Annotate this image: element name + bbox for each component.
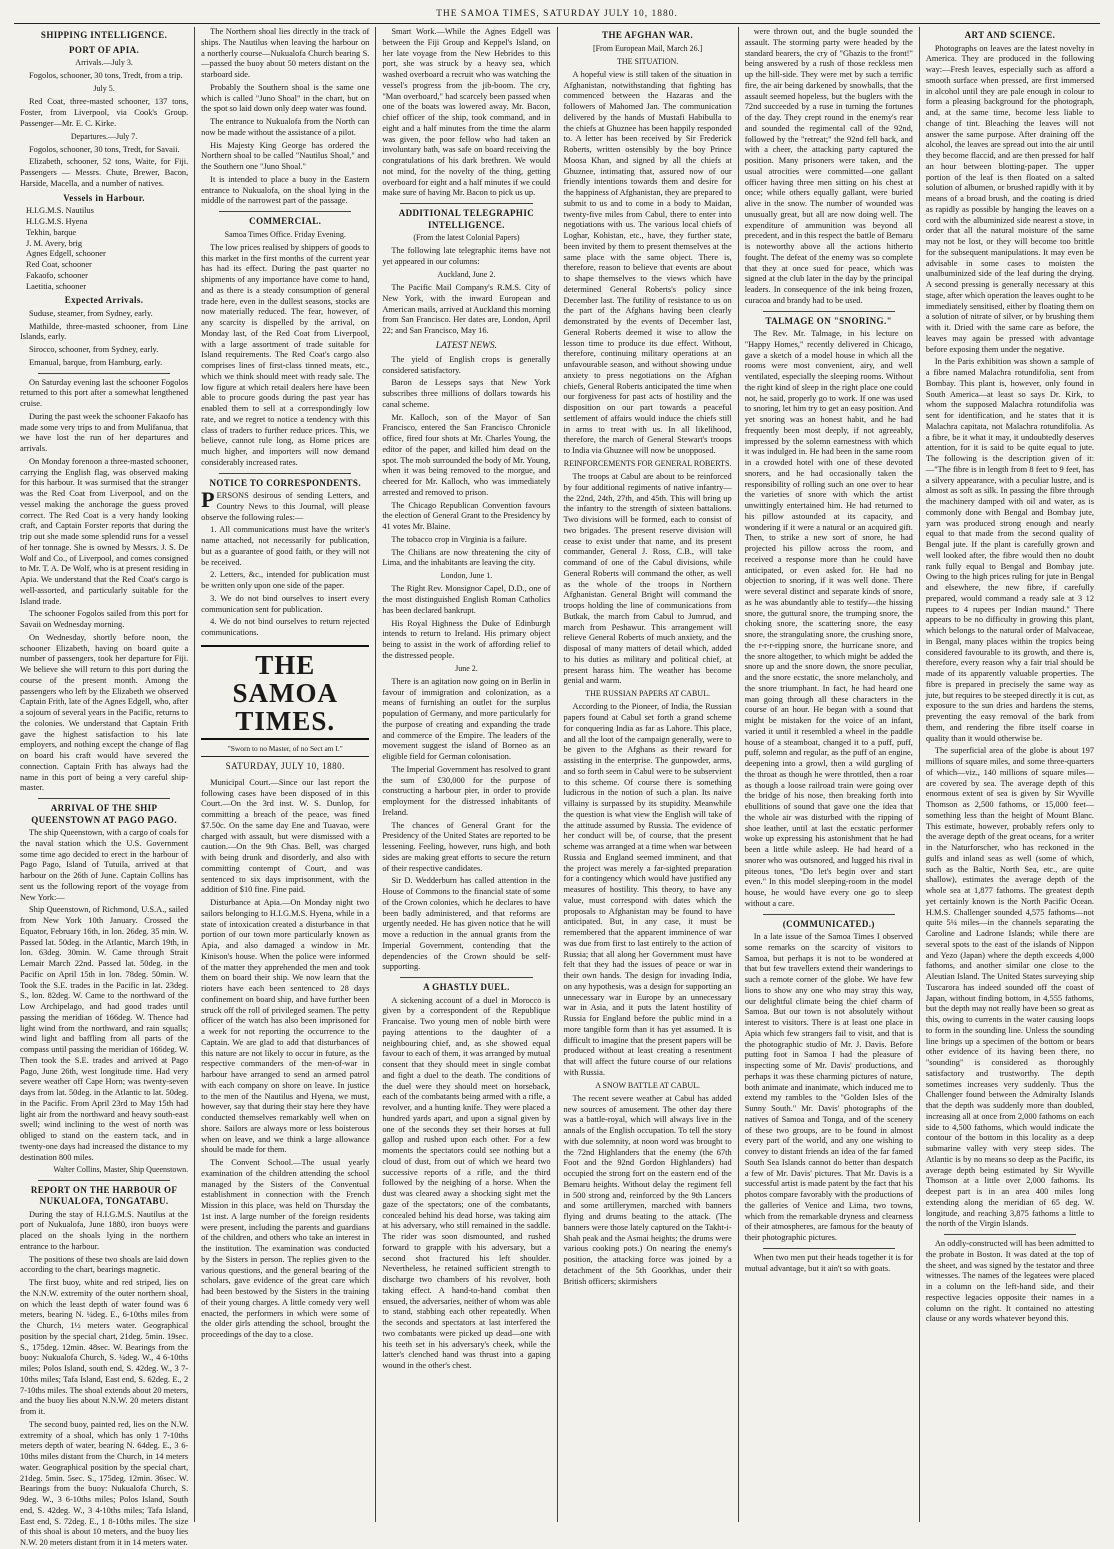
article-paragraph: On Wednesday, shortly before noon, the schooner Elizabeth, having on board quite a number of passengers, took her departure for Fiji. We believe she will return to this port during the course of the present month. Among the passengers who left by the Elizabeth we observed Captain Frith, late of the Agnes Edgell, who, after a sojourn of several years in the Pacific, returns to the colonies. We understand that Captain Frith gave the highest satisfaction to his late employers, and nothing except the change of flag on board his craft would have severed the connection. Captain Frith has always had the name in this port of being a very careful ship-master.	[20, 632, 189, 793]
section-heading: PORT OF APIA.	[69, 44, 140, 55]
italic-heading: LATEST NEWS.	[435, 340, 498, 351]
article-paragraph: His Majesty King George has ordered the Northern shoal to be called "Nautilus Shoal," and the Southern one "Juno Shoal."	[201, 140, 370, 171]
drop-cap: P	[201, 487, 215, 513]
article-paragraph: The Chilians are now threatening the city of Lima, and the inhabitants are leaving the city.	[382, 547, 551, 568]
section-heading: ART AND SCIENCE.	[964, 30, 1056, 40]
article-paragraph: The tobacco crop in Virginia is a failure.	[391, 534, 527, 544]
article-paragraph: A hopeful view is still taken of the situation in Afghanistan, notwithstanding that fighting has commenced between the Hazaras and the followers of Mahomed Jan. The communication delivered by the hands of Mustafi Habibulla to the chiefs at Ghuznee has been happily responded to. A letter has been received by Sir Frederick Roberts, written ostensibly by the boy Prince Moosa Khan, and signed by all the chiefs at Ghuznee, intimating that, assured now of our friendly intentions towards them and desire for the happiness of Afghanistan, they are prepared to submit to us and to come in a body to Maidan, twenty-five miles from Cabul, there to enter into negotiations with us. The various local chiefs of Loghar, Kohistan, etc., have, they further state, been invited by them to present themselves at the same place with the same object. There is, therefore, reason to believe that events are about to shape themselves to the views which have determined General Roberts's policy since December last. The futility of resistance to us on the part of the Afghans having been clearly demonstrated by the events of December last, General Roberts deemed it wise to allow the lesson time to produce its due effect. Without, therefore, continuing military operations at an unfavourable season, and without showing undue anxiety to press negotiations on the Afghan chiefs, General Roberts anticipated the time when our forgiveness for past acts of hostility and the disposition on our part towards a peaceful settlement of affairs would induce the chiefs still in arms to treat with us. In all likelihood, therefore, the march of General Stewart's troops to India via Ghuznee will now be unopposed.	[563, 69, 732, 456]
sub-heading: July 5.	[93, 84, 115, 94]
article-paragraph: Probably the Southern shoal is the same one which is called "Juno Shoal" in the chart, but on the spot so laid down only deep water was found.	[201, 82, 370, 114]
vessel-list-item: Laetitia, schooner	[26, 281, 86, 291]
article-paragraph: The positions of these two shoals are laid down according to the chart, bearings magnetic.	[20, 1254, 189, 1275]
article-paragraph: An oddly-constructed will has been admitted to the probate in Boston. It was dated at the top of the sheet, and was signed by the testator and three witnesses. The names of the legatees were placed in a column on the left-hand side, and their respective legacies opposite their names in a column on the right. It contained no attesting clause or any words whatever beyond this.	[925, 1239, 1095, 1324]
article-paragraph: were thrown out, and the bugle sounded the assault. The storming party were headed by the standard bearers, the cry of "Ghazis to the front!" being answered by a rush of those reckless men up the hill-side. They were met by such a terrific fire, the air being darkened by snowballs, that the assault seemed hopeless, but the buglers with the 72nd succeeded by a ruse in turning the fortunes of the day. They crept round in the enemy's rear and sounded the regimental call of the 92nd, followed by the "retreat;" the 92nd fell back, and with a cheer, the attacking party captured the position. Many prisoners were taken, and the usual atrocities were committed—one gallant officer having three men sitting on his chest at once; while others equally gallant, were buried alive in the snow. The number of wounded was unusually great, but all are now doing well. The expenditure of ammunition was beyond all precedent, and in this respect the battle of Bemaru is noteworthy above all the actions hitherto fought. The defeat of the enemy was so complete that they at once sued for peace, which was signed at the club later in the day by the principal leaders. In consequence of the ink being frozen, curacoa and brandy had to be used.	[744, 27, 913, 305]
article-paragraph: The troops at Cabul are about to be reinforced by four additional regiments of native infantry—the 22nd, 24th, 27th, and 45th. This will bring up the infantry to the strength of sixteen battalions. Two divisions will be formed, each to consist of two brigades. The present reserve division will cease to exist under that name, and its present commander, General J. Ross, C.B., will take command of one of the Cabul divisions, while General Roberts will command the other, as well as the whole of the troops in Northern Afghanistan. General Bright will command the troops holding the line of communications from Butkak, the march from Cabul to Jumrud, and march from Peshawur. This arrangement will relieve General Roberts of much anxiety, and the disposal of many matters of detail which, added to his duties as military and political chief, at present harass him. The weather has become genial and warm.	[563, 472, 732, 686]
sub-heading: REINFORCEMENTS FOR GENERAL ROBERTS.	[563, 458, 732, 468]
article-paragraph: The Imperial Government has resolved to grant the sum of £30,000 for the purpose of constructing a harbour pier, in order to provide employment for the distressed inhabitants of Ireland.	[382, 764, 551, 817]
vessel-list-item: Fakaofo, schooner	[26, 270, 88, 280]
article-paragraph: 1. All communications must have the writer's name attached, not necessarily for publication, but as a guarantee of good faith, or they will not be received.	[201, 525, 370, 567]
divider	[38, 798, 170, 799]
section-heading: SHIPPING INTELLIGENCE.	[40, 30, 168, 40]
article-paragraph: The ship Queenstown, with a cargo of coals for the naval station which the U.S. Government some time ago decided to erect in the harbour of Pago Pago, Island of Tutuila, arrived at that harbour on the 26th of June. Captain Collins has sent us the following report of the voyage from New York:—	[20, 828, 189, 902]
divider	[944, 1234, 1076, 1235]
sub-heading: (From the latest Colonial Papers)	[413, 233, 520, 243]
issue-dateline: SATURDAY, JULY 10, 1880.	[225, 761, 345, 772]
vessel-list-item: H.I.G.M.S. Nautilus	[26, 206, 94, 216]
divider	[763, 1248, 895, 1249]
article-paragraph: The second buoy, painted red, lies on the N.W. extremity of a shoal, which has only 1 7-10ths meters depth of water, bearing N. 64deg. E., 3 6-10ths miles distant from the Church, in 14 meters water. Geographical position by the special chart, 21deg. 5min. 5sec. S., 175deg. 12min. 36sec. W. Bearings from the buoy: Nukualofa Church, S. 9deg. W., 3 6-10ths miles; Polos Island, South end, S. 42deg. W., 3 4-10ths miles; Tafa Island, East end, S. 72deg. E., 1 8-10ths miles. The size of this shoal is about 10 meters, and the buoy lies N.W. 20 meters distant from it in 14 meters water.	[20, 1419, 189, 1548]
article-paragraph: Suduse, steamer, from Sydney, early.	[29, 308, 153, 318]
article-paragraph: It is intended to place a buoy in the Eastern entrance to Nukualofa, on the shoal lying in the middle of the narrowest part of the passage.	[201, 174, 370, 206]
notice-intro-text: ERSONS desirous of sending Letters, and Country News to this Journal, will please observe the following rules:—	[201, 491, 370, 522]
divider	[219, 473, 351, 474]
article-paragraph: Ship Queenstown, of Richmond, U.S.A., sailed from New York 10th January. Crossed the Equator, February 16th, in lon. 26deg. 35 min. W. Passed lat. 50deg. in the Atlantic, March 19th, in lon. 63deg. 30min. W. Came through Strait Lemair March 22nd. Passed lat. 50deg. in the Pacific on April 15th in lon. 78deg. 50min. W. Took the S.E. trades in the Pacific in lat. 23deg. S., lon. 82deg. W. Came to the northward of the Low Archipelago, and had good trades until passing the meridian of 166deg. W. Thence had light wind from the northward, and rain squalls; wind light and baffling from all parts of the compass until passing the meridian of 166deg. W. Then took the S.E. trades and arrived at Pago Pago, June 26th, west longitude time. Had very severe weather off Cape Horn; was twenty-seven days from lat. 50deg. in the Atlantic to lat. 50deg. in the Pacific. From April 23rd to May 15th had light air from the northward and heavy south-east swell; wind inclining to the west of north was obliged to stand on the eastern tack, and in twenty-one days had increased the distance to my destination 800 miles.	[20, 905, 189, 1162]
article-paragraph: The yield of English crops is generally considered satisfactory.	[382, 354, 551, 375]
sub-heading: THE RUSSIAN PAPERS AT CABUL.	[585, 689, 710, 699]
article-paragraph: 2. Letters, &c., intended for publication must be written only upon one side of the paper.	[201, 570, 370, 591]
column-3	[376, 27, 557, 1522]
sub-heading: THE SITUATION.	[616, 56, 679, 66]
article-paragraph: The Chicago Republican Convention favours the election of General Grant to the Presidency by 41 votes Mr. Blaine.	[382, 500, 551, 532]
article-paragraph: Elizabeth, schooner, 52 tons, Waite, for Fiji. Passengers — Messrs. Chute, Brewer, Bacon, Harside, Macella, and a number of natives.	[20, 157, 189, 188]
vessel-list	[26, 206, 188, 292]
article-paragraph: The Convent School.—The usual yearly examination of the children attending the school managed by the Sisters of the Conventual establishment in connection with the French Mission in this place, was held on Thursday the 1st inst. A large number of the foreign residents were present, including the parents and guardians of the children, and others who take an interest in the institution. The examination was conducted by the Sisters in person. The replies given to the various questions, and the general bearing of the scholars, gave evidence of the great care which had been bestowed by the Sisters in the training of their young charges. A little comedy very well enacted, the performers in which were some of the older girls attending the school, brought the proceedings of the day to a close.	[201, 1158, 370, 1340]
sub-heading: Auckland, June 2.	[437, 269, 496, 279]
article-paragraph: Baron de Lesseps says that New York subscribes three millions of dollars towards his canal scheme.	[382, 378, 551, 409]
sub-heading: London, June 1.	[440, 571, 493, 581]
divider	[400, 977, 532, 978]
column-1	[14, 27, 195, 1548]
column-6	[920, 27, 1100, 1522]
divider	[400, 203, 532, 204]
article-paragraph: Fogolos, schooner, 30 tons, Tredt, for Savaii.	[29, 144, 180, 154]
divider	[38, 1180, 170, 1181]
article-paragraph: On Saturday evening last the schooner Fogolos returned to this port after a somewhat lengthened cruise.	[20, 377, 189, 409]
article-paragraph: His Royal Highness the Duke of Edinburgh intends to return to Ireland. His primary object being to assist in the work of affording relief to the distressed people.	[382, 618, 551, 660]
newspaper-nameplate: THE SAMOA TIMES.	[201, 645, 369, 740]
divider	[763, 311, 895, 312]
vessel-list-item: H.I.G.M.S. Hyena	[26, 217, 88, 226]
section-heading: ARRIVAL OF THE SHIP QUEENSTOWN AT PAGO PAGO.	[31, 803, 177, 825]
article-paragraph: During the past week the schooner Fakaofo has made some very trips to and from Mulifanua, that we have lost the run of her departures and arrivals.	[20, 411, 189, 454]
article-paragraph: Sir D. Wedderburn has called attention in the House of Commons to the financial state of some of the Crown colonies, which he declares to have been badly administered, and that reforms are urgently needed. He has given notice that he will move a reduction in the annual grants from the Imperial Government, contending that the dependencies of the Crown should be self-supporting.	[382, 876, 551, 972]
page-masthead: THE SAMOA TIMES, SATURDAY JULY 10, 1880.	[14, 8, 1100, 24]
article-paragraph: There is an agitation now going on in Berlin in favour of immigration and colonization, as a means of furnishing an outlet for the surplus population of Germany, and more particularly for the purpose of creating and expanding the trade and commerce of the Empire. The leaders of the movement suggest the island of Borneo as an eligible field for German colonisation.	[382, 676, 551, 762]
article-paragraph: On Monday forenoon a three-masted schooner, carrying the English flag, was observed making for this harbour. It was surmised that the stranger was the Red Coat from Liverpool, and on the vessel making the anchorage the guess proved correct. The Red Coat is a very handy looking craft, and Captain Forster reports that during the trip out she made some splendid runs for a vessel of her tonnage. She is owned by Messrs. J. S. De Wolf and Co., of Liverpool, and comes consigned to Mr. T. A. De Wolf, who is at present residing in Apia. We understand that the Red Coat's cargo is well-assorted, and particularly suitable for the Island trade.	[20, 456, 189, 606]
article-paragraph: Fogolos, schooner, 30 tons, Tredt, from a trip.	[29, 71, 183, 81]
article-paragraph: During the stay of H.I.G.M.S. Nautilus at the port of Nukualofa, June 1880, iron buoys were placed on the shoals lying in the northern entrance to the harbour.	[20, 1209, 189, 1251]
sub-heading: Departures.—July 7.	[70, 131, 138, 141]
article-paragraph: Municipal Court.—Since our last report the following cases have been disposed of in this Court.—On the 3rd inst. W. S. Dunlop, for committing a breach of the peace, was fined $7.50c. On the same day Ene and Tuavao, were charged with assault, but were dismissed with a caution.—On the 9th Chas. Bell, was charged with being drunk and disorderly, and also with committing contempt of Court, and was sentenced to six days imprisonment, with the addition of $10 fine. Fine paid.	[201, 777, 370, 895]
article-paragraph: The low prices realised by shippers of goods to this market in the first months of the current year has had its effect. During the past quarter no shipments of any importance have come to hand, and as there is a steady consumption of general trade here, even in the dullest seasons, stocks are now materially reduced. The fear, however, of any scarcity is dispelled by the arrival, on Monday last, of the Red Coat from Liverpool, with a large assortment of trade suitable for Island requirements. The Red Coat's cargo also comprises lines of first-class tinned meats, etc., which we think should meet with ready sale. The low figure at which retail dealers here have been able to procure goods during the past year has enabled them to sell at a correspondingly low rate, and we regret to notice a tendency with this class of traders to further reduce prices. This, we believe, cannot rule long, as Home prices are much higher, and importers will now demand considerably increased rates.	[201, 242, 370, 467]
article-paragraph: The schooner Fogolos sailed from this port for Savaii on Wednesday morning.	[20, 609, 189, 630]
article-paragraph: 4. We do not bind ourselves to return rejected communications.	[201, 617, 370, 638]
vessel-list-item: Agnes Edgell, schooner	[26, 249, 106, 259]
article-paragraph: The chances of General Grant for the Presidency of the United States are reported to be lessening. Feeling, however, runs high, and both sides are making great efforts to secure the return of their respective candidates.	[382, 820, 551, 873]
column-2	[195, 27, 376, 1522]
article-paragraph: According to the Pioneer, of India, the Russian papers found at Cabul set forth a grand scheme for conquering India as far as Lahore. This place, and all the loot of the campaign generally, were to be given to the Afghans as their reward for assisting in the enterprise. The gunpowder, arms, and so forth seem in Cabul were to be subservient to this scheme. Of course there is something ludicrous in the notion of such a plan. Its naive villainy is surpassed by its stupidity. Meanwhile the question is what view the English will take of the attitude assumed by Russia. The evidence of her conduct will be, of course, that the present scheme was arranged at a time when war between Russia and England seemed imminent, and that the project was merely a far-sighted preparation for a contingency which would have justified any measures of hostility. This theory, to have any value, must correspond with dates which the proposals to Afghanistan may be found to have anticipated. But, in any case, it must be remembered that the apparent imminence of war was due from first to last entirely to the action of Russia; that all along her Government must have felt that they had the issues of peace or war in their own hands. The design for invading India, on any hypothesis, was a design for supporting an unnecessary war in Europe by an unnecessary war in Asia, and it puts the latent hostility of Russia for England before the public mind in a more tangible form than it has yet assumed. It is difficult to imagine that the present papers will be produced without at least creating a resentment that will affect the future course of our relations with Russia.	[563, 702, 732, 1077]
section-heading: NOTICE TO CORRESPONDENTS.	[209, 477, 361, 488]
article-paragraph: Mathilde, three-masted schooner, from Line Islands, early.	[20, 321, 189, 342]
vessel-list-item: J. M. Avery, brig	[26, 238, 83, 248]
article-paragraph: Mr. Kalloch, son of the Mayor of San Francisco, entered the San Francisco Chronicle office, fired four shots at Mr. Charles Young, the editor of the paper, and killed him dead on the spot. The mob surrounded the body of Mr. Young, when it was being removed to the morgue, and cheered for Mr. Kalloch, who was immediately arrested and removed to prison.	[382, 412, 551, 497]
notice-intro-paragraph	[201, 487, 370, 523]
article-paragraph: The Right Rev. Monsignor Capel, D.D., one of the most distinguished English Roman Catholics has been declared bankrupt.	[382, 584, 551, 615]
section-heading: (COMMUNICATED.)	[782, 918, 875, 929]
article-paragraph: In the Paris exhibition was shown a sample of a fibre named Malachra rotundifolia, sent from Bombay. This plant is, however, only found in South America—at least so says Dr. Kirk, to whom the supposed Malachra rotundifolia was sent for identification, and he states that it is Malachra capitata, not Malachra rotundifolia. As a fibre, be it what it may, it undoubtedly deserves attention, for it is said to be quite equal to jute. The following is the description given of it:—"The fibre is in length from 8 feet to 9 feet, has a silvery appearance, with a peculiar lustre, and is almost as soft as silk. In passing the fibre through the machinery damped with oil and water, as is commonly done with Bengal and Bombay jute, yarn was produced strong enough and nearly equal to that made from the second quality of Bengal jute. If the plant is carefully grown and well looked after, the fibre would then no doubt rank fully equal to Bengal and Bombay jute. Owing to the high prices ruling for jute in Bengal and elsewhere, the new fibre, if carefully prepared, would command a ready sale at 3 12 rupees to 4 rupees per Indian maund." There appears to be no difficulty in growing this plant, which belongs to the natural order of Malvaceae, in Bengal, many places within the tropics being considered favourable to its growth, and there is, therefore, every reason why a fair trial should be made of its apparently valuable properties. The fibre is prepared in precisely the same way as jute, but requires to be steeped directly it is cut, as exposure to the sun dries and hardens the stems, preventing the easy removal of the bark from them, and rendering the fibre itself coarse in quality than it would otherwise be.	[925, 357, 1095, 743]
section-heading: ADDITIONAL TELEGRAPHIC INTELLIGENCE.	[398, 208, 535, 230]
article-paragraph: Sirocco, schooner, from Sydney, early.	[29, 345, 159, 355]
divider	[763, 914, 895, 915]
article-paragraph: The recent severe weather at Cabul has added new sources of amusement. The other day there was a battle-royal, which will always live in the annals of the English occupation. To tell the story with due solemnity, at noon word was brought to the 72nd Highlanders that the enemy (the 67th Foot and the 92nd Gordon Highlanders) had occupied the strong fort on the eastern end of the Bemaru heights. Without delay the regiment fell in 500 strong and, reinforced by the 9th Lancers and some artillerymen, marched with banners flying and drums beating to the attack. (The banners were those lately captured on the Takht-i-Shah peak and the Asmai heights; the drums were various cooking pots.) On nearing the enemy's position, the attacking force was joined by a detachment of the 5th Goorkhas, under their British officers; skirmishers	[563, 1093, 732, 1286]
article-paragraph: Smart Work.—While the Agnes Edgell was between the Fiji Group and Keppel's Island, on her late voyage from the New Hebrides to this port, she was struck by a heavy sea, which washed overboard a recruit who was watching the vessel's progress from the jib-boom. The cry, "Man overboard," had scarcely been passed when one of the boats was lowered away. Mr. Bacon, chief officer of the ship, took command, and in eight and a half minutes from the time the alarm was given, the poor fellow who had taken an involuntary bath, was safe on board receiving the congratulations of his dark brethren. We would not mind, for the novelty of the thing, getting overboard for eight and a half minutes if we could make sure of having Mr. Bacon to pick us up.	[382, 27, 551, 198]
section-heading: THE AFGHAN WAR.	[602, 30, 694, 40]
article-paragraph: The entrance to Nukualofa from the North can now be made without the assistance of a pilot.	[201, 117, 370, 137]
section-heading: REPORT ON THE HARBOUR OF NUKUALOFA, TONGATABU.	[30, 1184, 178, 1207]
article-paragraph: The first buoy, white and red striped, lies on the N.N.W. extremity of the outer northern shoal, on which the least depth of water found was 6 meters, bearing N. ¼deg. E., 6-10ths miles from the Church, 1½ meters water. Geographical position by the special chart, 21deg. 5min. 19sec. S., 175deg. 12min. 48sec. W. Bearings from the buoy: Nukualofa Church, S. ¼deg. W., 4 6-10ths miles; Polos Island, south end, S. 42deg. W., 3 7-10ths miles; Tafa Island, East end, S. 62deg. E., 2 7-10ths miles. The shoal extends about 20 meters, and the buoy lies about N.N.W. 20 meters distant from it.	[20, 1278, 189, 1417]
article-paragraph: When two men put their heads together it is for mutual advantage, but it ain't so with goats.	[744, 1252, 913, 1273]
article-paragraph: Red Coat, three-masted schooner, 137 tons, Foster, from Liverpool, via Cook's Group. Passenger—Mr. E. C. Kirke.	[20, 97, 189, 128]
column-4	[558, 27, 739, 1522]
sub-heading: A SNOW BATTLE AT CABUL.	[595, 1080, 701, 1090]
sub-heading: [From European Mail, March 26.]	[592, 43, 703, 53]
newspaper-motto: "Sworn to no Master, of no Sect am I."	[201, 744, 369, 757]
article-paragraph: A sickening account of a duel in Morocco is given by a correspondent of the Republique Francaise. Two young men of noble birth were paying attentions to the daughter of a neighbouring chief, and, as she showed equal favour to each of them, it was arranged by mutual consent that they should meet in single combat and fight a duel to the death. The conditions of the duel were they should meet on horseback, each of the combatants being armed with a rifle, a revolver, and a hunting knife. They were placed a hundred yards apart, and upon a signal given by one of the seconds they set their horses at full gallop and rushed upon each other. For a few moments the spectators could see nothing but a cloud of dust, from out of which we heard two successive reports of a rifle, and the third followed by the neighing of a horse. When the dust was cleared away a shocking sight met the gaze of the spectators; one of the combatants, concealed behind his dead horse, was taking aim at his adversary, who still remained in the saddle. The rider was soon dismounted, and rushed forward to grapple with his adversary, but a second shot fractured his left shoulder. Nevertheless, he retained sufficient strength to discharge two chambers of his revolver, both taking effect. A hand-to-hand combat then ensued, the adversaries, neither of whom was able to stand, stabbing each other repeatedly. When the seconds and spectators at last interfered the two combatants were picked up dead—one with his teeth set in his adversary's cheek, while the latter's clenched hand was thrust into a gaping wound in the other's chest.	[382, 995, 551, 1371]
article-paragraph: The Northern shoal lies directly in the track of ships. The Nautilus when leaving the harbour on a northerly course—Nukualofa Church bearing S.—passed the buoy about 50 meters distant on the starboard side.	[201, 27, 370, 79]
divider	[219, 211, 351, 212]
columns-container	[14, 27, 1100, 1548]
article-paragraph: 3. We do not bind ourselves to insert every communication sent for publication.	[201, 593, 370, 614]
vessel-list-item: Tekhin, barque	[26, 227, 77, 237]
article-paragraph: Photographs on leaves are the latest novelty in America. They are produced in the following way:—Fresh leaves, especially such as afford a smooth surface when pressed, are first immersed in alcohol until they are pale enough in colour to form a pleasing background for the photograph, and, at the same time, become less liable to change of tint. Bleaching the leaves will not answer the same purpose. After draining off the alcohol, the leaves are spread out into the air until they become flaccid, and are then pressed for half an hour between blotting-paper. The upper portion of the leaf is then floated on a salted solution of albumen, or brushed rapidly with it by means of a broad brush, and the coating is dried as rapidly as possible by hanging the leaves on a cord with the albuminized side nearest a stove, in order that all the natural moisture of the same may not be lost, or they will become too brittle for the subsequent manipulations. It may even be advisable in some cases to moisten the unalbuminized side of the leaf during the drying. A second pressing is generally necessary at this stage, after which operation the leaves ought to be immediately sensitised, either by floating them on a solution of nitrate of silver, or by brushing them with it. Dried with the same care as before, the leaves may again be pressed with advantage before exposing them under the negative.	[925, 43, 1095, 354]
vessel-list-item: Red Coat, schooner	[26, 260, 92, 269]
section-heading: TALMAGE ON "SNORING."	[765, 315, 893, 326]
sub-heading: Samoa Times Office. Friday Evening.	[224, 229, 346, 239]
section-heading: COMMERCIAL.	[249, 216, 322, 226]
column-5	[739, 27, 920, 1522]
section-heading: Expected Arrivals.	[64, 295, 144, 306]
article-paragraph: Disturbance at Apia.—On Monday night two sailors belonging to H.I.G.M.S. Hyena, while in a state of intoxication created a disturbance in that portion of our town more particularly known as Apia, and also damaged a window in Mr. Kinison's house. When the police were informed of the matter they apprehended the men and took them on board their ship. We now learn that the rioters have each been sentenced to 28 days confinement on board ship, and have further been struck off the roll of privileged seamen. The petty officer of the watch has also been imprisoned for a week for not reporting the occurrence to the Captain. We are glad to add that disturbances of this nature are not likely to occur in future, as the respective commanders of the men-of-war in harbour have arranged to send an armed patrol with each company on shore on leave. In justice to the men of the Nautilus and Hyena, we must, however, say that during their stay here they have conducted themselves remarkably well when on shore. Sailors are always more or less boisterous when on leave, and we think a large allowance should be made for them.	[201, 898, 370, 1155]
article-paragraph: Emanual, barque, from Hamburg, early.	[29, 357, 163, 367]
article-paragraph: The Pacific Mail Company's R.M.S. City of New York, with the inward European and American mails, arrived at Auckland this morning from San Francisco. Her dates are, London, April 22; and San Francisco, May 16.	[382, 283, 551, 335]
article-paragraph: The superficial area of the globe is about 197 millions of square miles, and some three-quarters of which—viz., 140 millions of square miles—are covered by sea. The average depth of this enormous extent of sea is given by Sir Wyville Thomson as 2,500 fathoms, or 15,000 feet—something less than the height of Mount Blanc. This estimate, however, probably refers only to the average depth of the great oceans, for a writer in the Naturforscher, who has reckoned in the gulfs and inland seas as well (some of which, such as the Baltic, North Sea, etc., are quite shallow), estimates the average depth of the whole sea at 1,877 fathoms. The greatest depth yet certainly known is the North Pacific Ocean. H.M.S. Challenger sounded 4,575 fathoms—not quite 5¼ miles—in the channels separating the Caroline and Ladrone Islands; while there are several spots to the east of the islands of Nippon and Yezo (Japan) where the depth exceeds 4,000 fathoms, and another similar one close to the Aleutian Island. The United States surveying ship Tuscarora has indeed sounded off the coast of Japan, without finding bottom, in 4,555 fathoms, but the depth may not really have been so great as this, owing to currents in the water causing loops to form in the sounding line. Unless the sounding line brings up a specimen of the bottom or bears other evidence of its having been there, no "sounding" is considered as thoroughly satisfactory and trustworthy. The depth sometimes increases very suddenly. Thus the Challenger found between the Admiralty Islands that the depth was suddenly more than doubled, increasing all at once from 2,000 fathoms on each side to 4,500 fathoms, which would indicate the contour of the bottom in this locality as a deep submarine valley with very steep sides. The Atlantic is by no means so deep as the Pacific, its average depth being estimated by Sir Wyville Thomson at a little over 2,000 fathoms. Its deepest part is in an area 400 miles long extending along the meridian of 65 deg. W. longitude, and reaching 3,875 fathoms a little to the north of the Virgin Islands.	[925, 746, 1095, 1229]
sub-heading: June 2.	[455, 663, 478, 673]
section-heading: Vessels in Harbour.	[63, 192, 145, 203]
article-paragraph: The Rev. Mr. Talmage, in his lecture on "Happy Homes," recently delivered in Chicago, gave a sketch of a model house in which all the rooms were most convenient, airy, and well ventilated, especially the sleeping rooms. Without the right kind of sleep in the right place one could not, he said, properly go to work. If one was used to snoring, let him try to get an easy position. And yet snoring was an honest habit, and he had frequently been most deeply, if not agreeably, impressed by the solemn earnestness with which it was indulged in. He had been in the same room in a crowded hotel with one of these devoted snorers, and he had occasionally taken the responsibility of rolling such an one over to hear the varieties of snore with which the artist unwittingly entertained him. He had returned to his pillow astounded at its capacity, and wondering if it were a natural or an acquired gift. Then, to strike a new sort of snore, he had projected his pillow across the room, and received a response more than he could have anticipated, or even asked for. He had no objection to snoring, if it was well done. There were several distinct and separate kinds of snore, as he was abundantly able to testify—the hissing snore, the guttural snore, the trumping snore, the choking snore, the scattering snore, the easy snore, the strangulating snore, the crushing snore, the r-r-r-ripping snore, the hurricane snore, and the snore altogether, to which might be added the snore up and the snore down, the snore peculiar, and the snore ecstatic, the snore melancholy, and the snore triumphant. In fact, he had heard one man going through all these characters in the course of an hour. He began with a sound that might be mistaken for the voice of an infant, varied it until it resembled a wheel in the paddle house of a steamboat, changed it to a puff, puff, puff, solemn and regular, as the puff of an engine, deepening into a growl, then a wild gurgling of the throat as though he were throttled, then a roar as though a loose railroad train were going over the bridge of his nose, then breaking forth into ebullitions of sound that gave one the idea that the whole air was disturbed with the ripping of shoe leather, until at last the ecstatic performer woke up expressing his astonishment that he had been a little while asleep. He had heard of a snorer who was outsnored, and lugged his rival in piteous tones, "Do let's begin over and start even." In this model sleeping-room in the model house, he would have every one go to sleep without a care.	[744, 329, 913, 908]
sub-heading: Arrivals.—July 3.	[75, 58, 133, 68]
section-heading: A GHASTLY DUEL.	[423, 982, 510, 993]
article-paragraph: In a late issue of the Samoa Times I observed some remarks on the scarcity of visitors to Samoa, but perhaps it is not to be wondered at that but few travellers extend their wanderings to such a remote corner of the globe. We have few lions to show any one who may stray this way, our delightful climate being the chief charm of Samoa. But our town is not absolutely without interest to visitors. There is at least one place in Apia which few strangers fail to visit, and that is the photographic studio of Mr. J. Davis. Before putting foot in Samoa I had the pleasure of inspecting some of Mr. Davis' productions, and perhaps it was these charming pictures of nature, both animate and inanimate, which induced me to extend my rambles to the "Golden Isles of the Sunny South." Mr. Davis' photographs of the natives of Samoa and Tonga, and of the scenery of these two groups, are to be found in almost every part of the world, and any one wishing to convey to distant friends an idea of the far famed South Sea Islands cannot do better than despatch a few of Mr. Davis' pictures. That Mr. Davis is a successful artist is made patent by the fact that his photos compare favorably with the productions of the galleries of Venice and Lima, two towns, which from the remarkable dryness and clearness of their atmospheres, are famous for the beauty of their photographic pictures.	[744, 932, 913, 1243]
divider	[38, 373, 170, 374]
article-paragraph: The following late telegraphic items have not yet appeared in our columns:	[382, 246, 551, 267]
signature: Walter Collins, Master, Ship Queenstown.	[53, 1165, 189, 1175]
